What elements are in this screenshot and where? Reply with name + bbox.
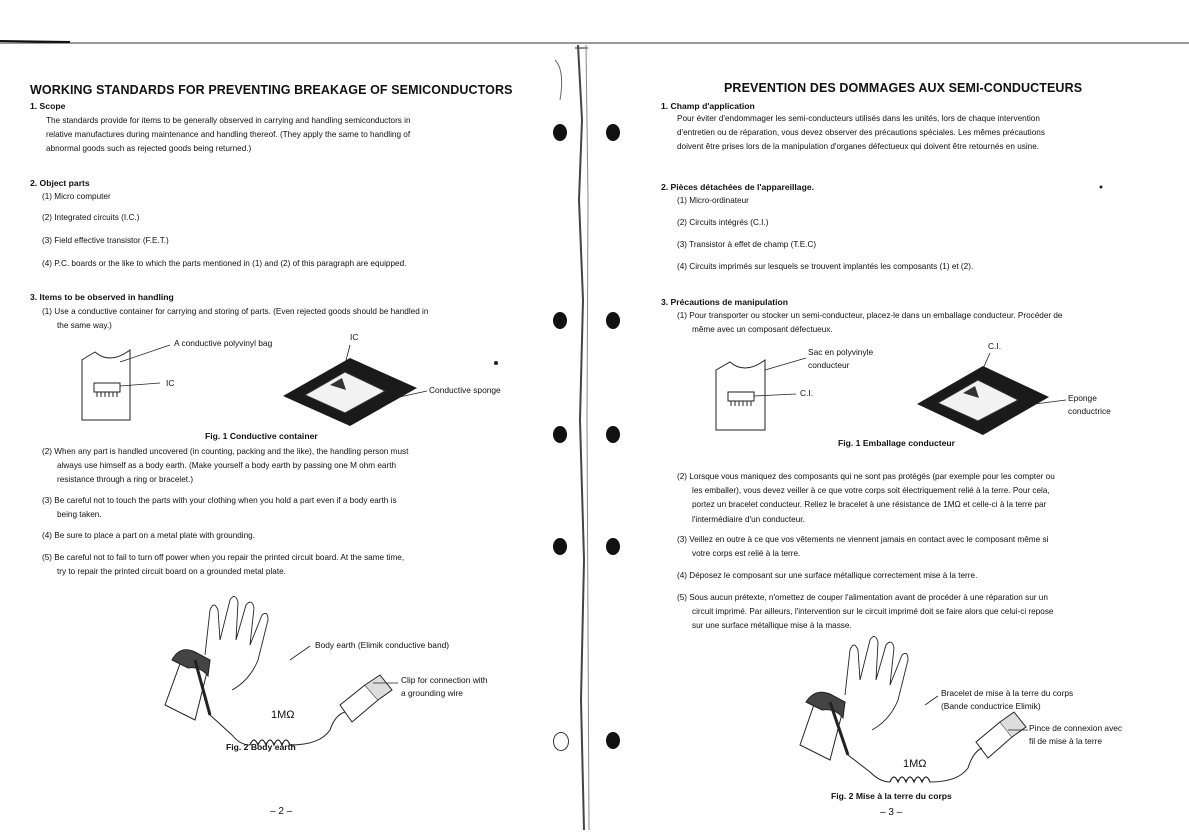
page-title: WORKING STANDARDS FOR PREVENTING BREAKAGE OF SEMICONDUCTORS [30, 83, 513, 97]
list-item: (5) Sous aucun prétexte, n'omettez de couper l'alimentation avant de procéder à une réparation sur un circuit imprimé. Par ailleurs, l'intervention sur le circuit imprimé doit se faire alors que celui-ci repose sur une surface métallique mise à la masse. [677, 593, 1054, 631]
list-item: (4) Be sure to place a part on a metal plate with grounding. [42, 531, 255, 540]
resistor-label: 1MΩ [903, 758, 927, 770]
list-item: (5) Be careful not to fail to turn off power when you repair the printed circuit board. At the same time, try to repair the printed circuit board on a grounded metal plate. [42, 553, 405, 577]
list-item: (2) Circuits intégrés (C.I.) [677, 218, 769, 227]
page-number: – 3 – [880, 807, 903, 818]
list-item: (1) Micro-ordinateur [677, 196, 749, 205]
page-title: PREVENTION DES DOMMAGES AUX SEMI-CONDUCTEURS [724, 81, 1083, 95]
fig-label: IC [166, 378, 175, 388]
list-item: (1) Use a conductive container for carrying and storing of parts. (Even rejected goods should be handled in the same way.) [42, 307, 429, 331]
fig-label: Clip for connection with a grounding wire [401, 675, 488, 698]
section-heading: 3. Items to be observed in handling [30, 292, 174, 302]
list-item: (3) Be careful not to touch the parts with your clothing when you hold a part even if a body earth is being taken. [42, 496, 397, 520]
fig-label: Sac en polyvinyle conducteur [808, 347, 874, 370]
fig-label: Bracelet de mise à la terre du corps (Bande conductrice Elimik) [941, 688, 1074, 711]
figure-caption: Fig. 2 Mise à la terre du corps [831, 791, 952, 801]
figure-caption: Fig. 1 Emballage conducteur [838, 438, 955, 448]
list-item: (2) When any part is handled uncovered (in counting, packing and the like), the handling person must always use himself as a body earth. (Make yourself a body earth by passing one M ohm earth resistance through a ring or bracelet.) [42, 447, 409, 485]
fig-label: Pince de connexion avec fil de mise à la terre [1029, 723, 1123, 746]
page-number: – 2 – [270, 806, 293, 817]
resistor-label: 1MΩ [271, 709, 295, 721]
scope-paragraph: Pour éviter d'endommager les semi-conducteurs utilisés dans les unités, lors de chaque intervention d'entretien ou de réparation, vous devez observer des précautions spéciales. Les mêmes précautions doivent être prises lors de la manipulation d'organes défectueux qui doivent être retournés en usine. [677, 114, 1045, 152]
section-heading: 1. Scope [30, 101, 66, 111]
fig-label: Conductive sponge [429, 385, 501, 395]
list-item: (2) Lorsque vous maniquez des composants qui ne sont pas protégés (par exemple pour les compter ou les emballer), vous devez veiller à ce que votre corps soit électriquement relié à la terre. Pour cela, portez un bracelet conducteur. Reliez le bracelet à une résistance de 1MΩ et celle-ci à la terre par l'intermédiaire d'un conducteur. [677, 472, 1055, 524]
section-heading: 1. Champ d'application [661, 101, 755, 111]
list-item: (3) Veillez en outre à ce que vos vêtements ne viennent jamais en contact avec le composant même si votre corps est relié à la terre. [677, 535, 1049, 559]
fig-label: C.I. [988, 341, 1002, 351]
fig-label: A conductive polyvinyl bag [174, 338, 273, 348]
figure-caption: Fig. 1 Conductive container [205, 431, 318, 441]
fig-label: IC [350, 332, 359, 342]
figure-caption: Fig. 2 Body earth [226, 742, 296, 752]
list-item: (4) P.C. boards or the like to which the parts mentioned in (1) and (2) of this paragraph are equipped. [42, 259, 407, 268]
fig-label: Body earth (Elimik conductive band) [315, 640, 450, 650]
list-item: (4) Circuits imprimés sur lesquels se trouvent implantés les composants (1) et (2). [677, 262, 974, 271]
list-item: (4) Déposez le composant sur une surface métallique correctement mise à la terre. [677, 571, 978, 580]
list-item: (1) Micro computer [42, 192, 111, 201]
fig-label: C.I. [800, 388, 814, 398]
list-item: (1) Pour transporter ou stocker un semi-conducteur, placez-le dans un emballage conducteur. Procéder de même avec un composant défectueux. [677, 311, 1063, 335]
fig-label: Eponge conductrice [1068, 393, 1111, 416]
section-heading: 3. Précautions de manipulation [661, 297, 789, 307]
list-item: (3) Field effective transistor (F.E.T.) [42, 236, 169, 245]
list-item: (2) Integrated circuits (I.C.) [42, 213, 140, 222]
section-heading: 2. Pièces détachées de l'appareillage. [661, 182, 814, 192]
section-heading: 2. Object parts [30, 178, 90, 188]
scope-paragraph: The standards provide for items to be generally observed in carrying and handling semiconductors in relative manufactures during maintenance and handling thereof. (They apply the same to handling of abnormal goods such as rejected goods being returned.) [46, 116, 411, 154]
list-item: (3) Transistor à effet de champ (T.E.C) [677, 240, 817, 249]
